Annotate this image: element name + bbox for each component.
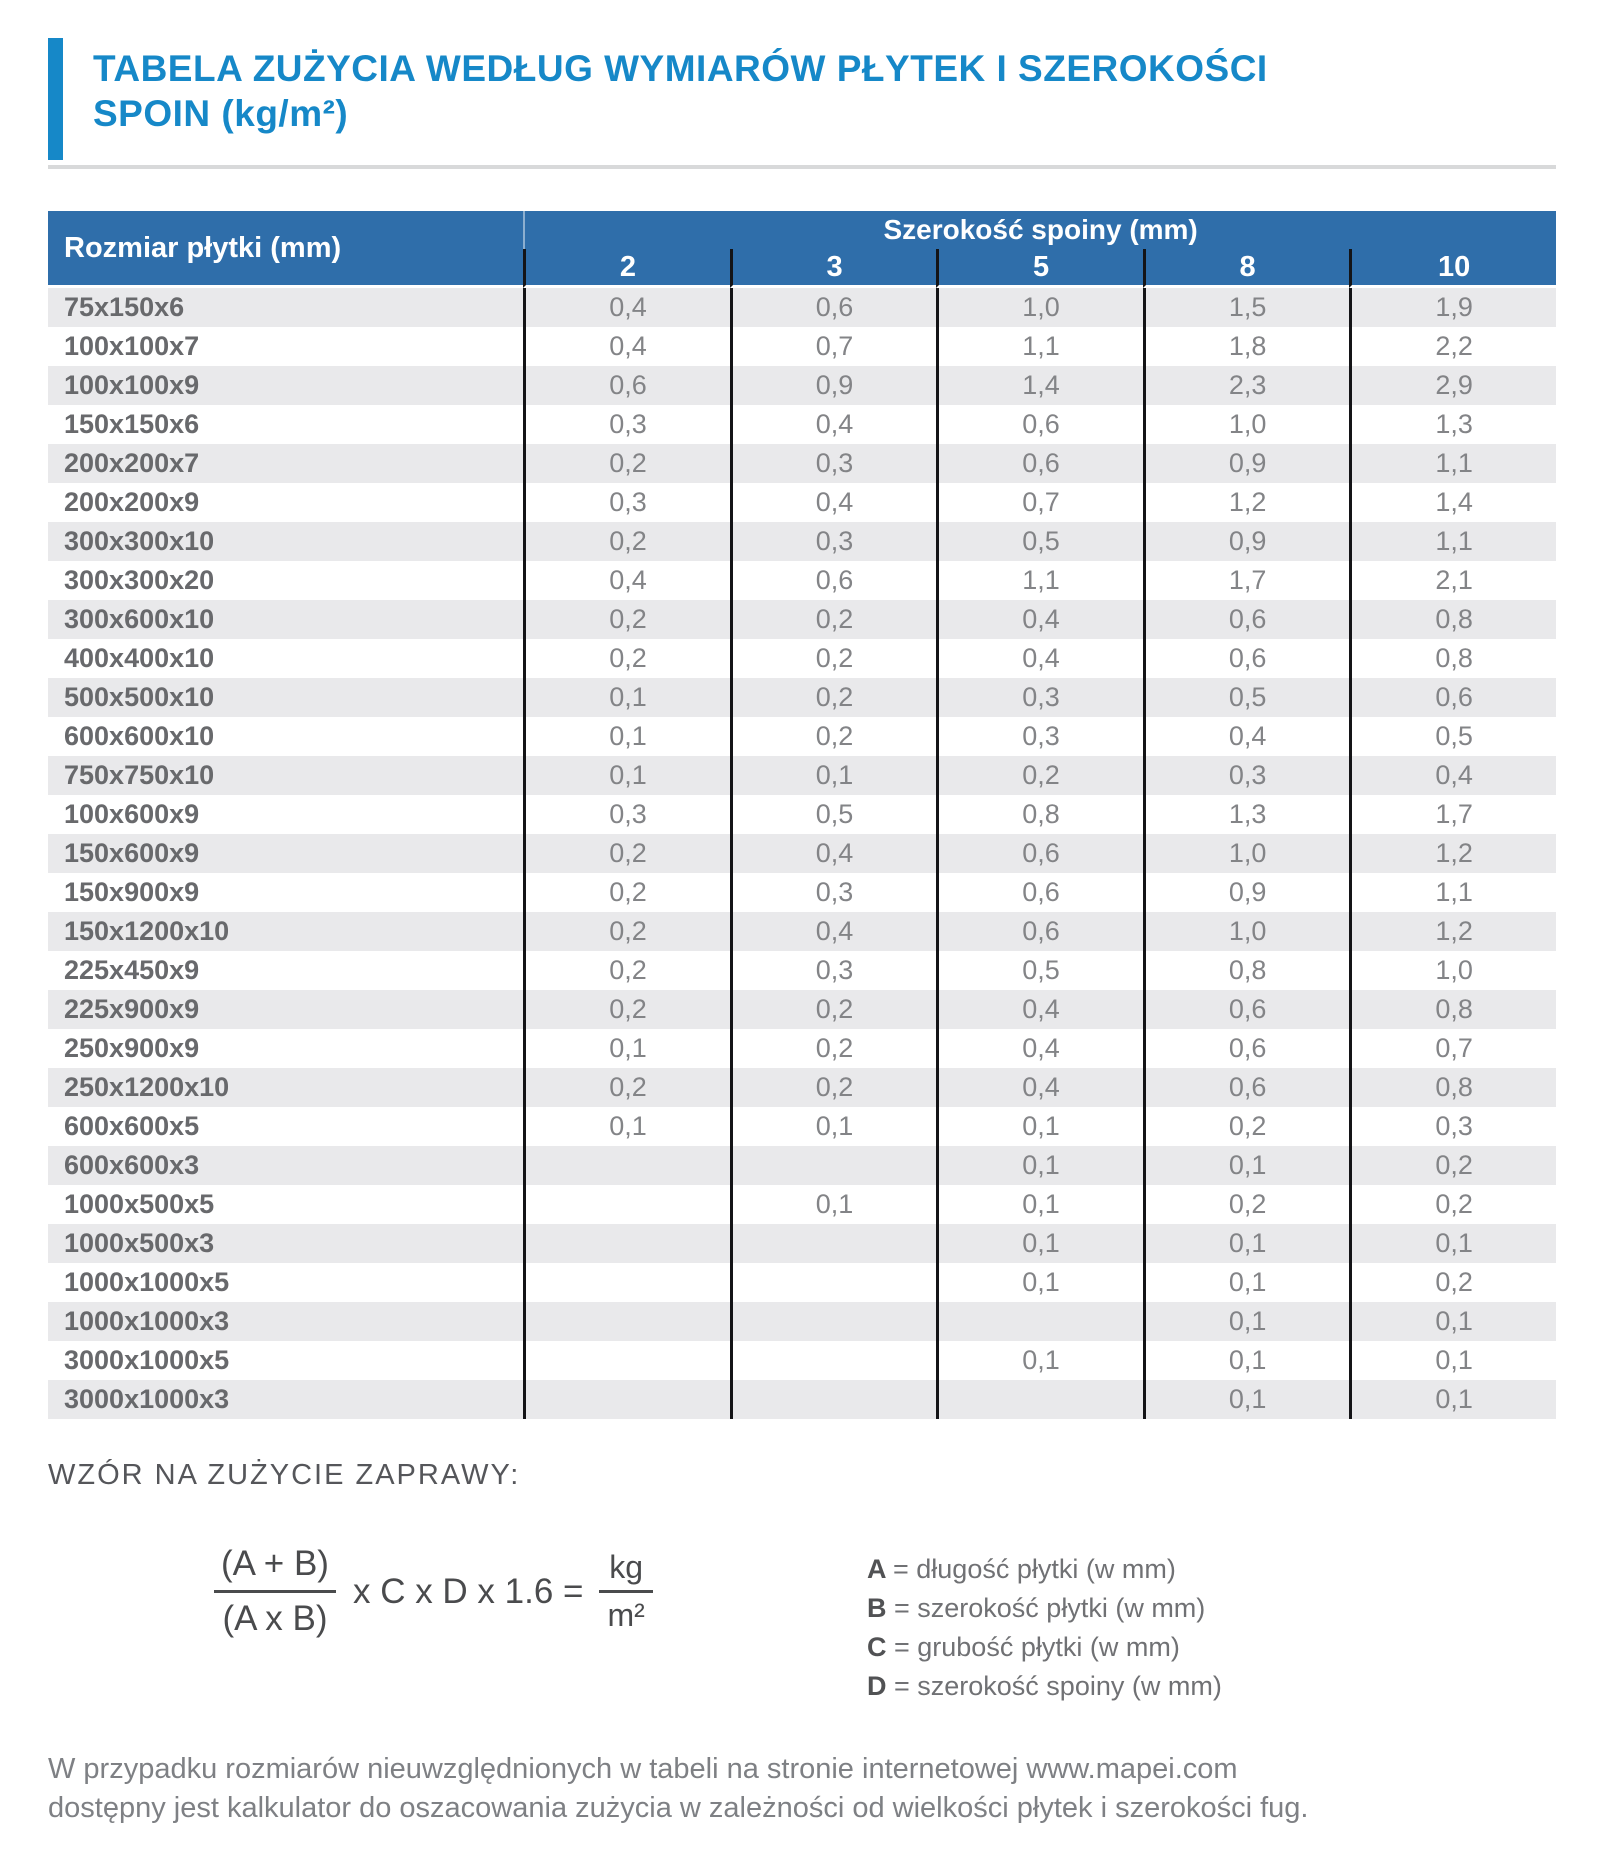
consumption-value-cell: 0,4 xyxy=(730,405,937,444)
consumption-value-cell: 0,6 xyxy=(936,444,1143,483)
consumption-value-cell: 0,2 xyxy=(523,951,730,990)
tile-size-cell: 300x300x20 xyxy=(48,561,523,600)
consumption-value-cell: 0,6 xyxy=(1349,678,1556,717)
consumption-value-cell: 2,2 xyxy=(1349,327,1556,366)
table-row xyxy=(48,1068,1556,1107)
table-row xyxy=(48,873,1556,912)
consumption-value-cell: 1,7 xyxy=(1143,561,1350,600)
consumption-value-cell: 1,4 xyxy=(936,366,1143,405)
consumption-formula xyxy=(213,1544,653,1639)
footer-line-1: W przypadku rozmiarów nieuwzględnionych w tabeli na stronie internetowej www.mapei.com xyxy=(48,1753,1238,1785)
table-row xyxy=(48,639,1556,678)
consumption-value-cell: 0,1 xyxy=(1143,1302,1350,1341)
consumption-value-cell: 0,2 xyxy=(730,1029,937,1068)
formula-legend xyxy=(867,1550,1222,1706)
consumption-value-cell xyxy=(730,1302,937,1341)
consumption-value-cell: 0,4 xyxy=(936,1029,1143,1068)
consumption-value-cell: 0,1 xyxy=(936,1185,1143,1224)
tile-size-column-header: Rozmiar płytki (mm) xyxy=(48,211,523,288)
consumption-value-cell: 0,6 xyxy=(1143,639,1350,678)
consumption-value-cell: 0,2 xyxy=(936,756,1143,795)
fraction-tile-dimensions xyxy=(213,1544,337,1639)
consumption-value-cell: 0,6 xyxy=(1143,990,1350,1029)
legend-text: = szerokość płytki (w mm) xyxy=(894,1593,1206,1623)
table-row xyxy=(48,678,1556,717)
consumption-value-cell: 0,2 xyxy=(523,444,730,483)
consumption-value-cell: 0,5 xyxy=(1349,717,1556,756)
consumption-value-cell: 0,2 xyxy=(523,522,730,561)
consumption-value-cell xyxy=(730,1341,937,1380)
consumption-value-cell: 0,6 xyxy=(936,873,1143,912)
consumption-value-cell: 0,1 xyxy=(936,1263,1143,1302)
consumption-value-cell xyxy=(730,1146,937,1185)
legend-text: = długość płytki (w mm) xyxy=(893,1554,1176,1584)
tile-size-cell: 300x600x10 xyxy=(48,600,523,639)
consumption-value-cell: 1,1 xyxy=(1349,873,1556,912)
consumption-value-cell: 0,9 xyxy=(1143,522,1350,561)
legend-item xyxy=(867,1589,1222,1628)
consumption-value-cell: 0,9 xyxy=(1143,873,1350,912)
consumption-value-cell: 0,1 xyxy=(1143,1263,1350,1302)
width-header-cell: 10 xyxy=(1349,249,1556,288)
consumption-value-cell: 0,2 xyxy=(523,873,730,912)
consumption-value-cell: 0,5 xyxy=(1143,678,1350,717)
table-row xyxy=(48,717,1556,756)
consumption-value-cell: 0,2 xyxy=(730,678,937,717)
consumption-value-cell: 1,1 xyxy=(1349,444,1556,483)
consumption-value-cell: 0,6 xyxy=(936,405,1143,444)
legend-text: = szerokość spoiny (w mm) xyxy=(894,1671,1222,1701)
consumption-value-cell: 1,0 xyxy=(1143,912,1350,951)
table-header xyxy=(48,211,1556,288)
consumption-value-cell: 0,1 xyxy=(1349,1380,1556,1419)
table-row xyxy=(48,1341,1556,1380)
consumption-value-cell: 0,6 xyxy=(730,561,937,600)
table-body xyxy=(48,288,1556,1419)
consumption-value-cell: 0,2 xyxy=(730,600,937,639)
consumption-value-cell: 0,3 xyxy=(730,951,937,990)
consumption-value-cell: 0,4 xyxy=(936,639,1143,678)
consumption-value-cell: 0,4 xyxy=(1349,756,1556,795)
consumption-value-cell: 0,1 xyxy=(730,1107,937,1146)
consumption-value-cell: 0,2 xyxy=(523,639,730,678)
tile-size-cell: 1000x1000x3 xyxy=(48,1302,523,1341)
consumption-value-cell: 0,2 xyxy=(730,1068,937,1107)
consumption-value-cell: 0,3 xyxy=(1143,756,1350,795)
consumption-value-cell: 0,6 xyxy=(936,912,1143,951)
footer-line-2: dostępny jest kalkulator do oszacowania zużycia w zależności od wielkości płytek i szerokości fug. xyxy=(48,1792,1309,1824)
tile-size-cell: 225x450x9 xyxy=(48,951,523,990)
consumption-value-cell: 1,3 xyxy=(1349,405,1556,444)
consumption-value-cell: 0,3 xyxy=(730,873,937,912)
page-title-line-2: SPOIN (kg/m²) xyxy=(93,93,349,134)
consumption-value-cell: 0,4 xyxy=(1143,717,1350,756)
tile-size-cell: 500x500x10 xyxy=(48,678,523,717)
consumption-value-cell: 1,2 xyxy=(1143,483,1350,522)
consumption-value-cell: 0,6 xyxy=(730,288,937,327)
title-accent-bar xyxy=(48,38,63,160)
consumption-value-cell: 1,0 xyxy=(1349,951,1556,990)
consumption-value-cell: 0,9 xyxy=(1143,444,1350,483)
consumption-value-cell: 0,5 xyxy=(730,795,937,834)
tile-size-cell: 250x900x9 xyxy=(48,1029,523,1068)
consumption-value-cell: 0,4 xyxy=(523,288,730,327)
tile-size-cell: 100x100x7 xyxy=(48,327,523,366)
table-row xyxy=(48,522,1556,561)
table-row xyxy=(48,951,1556,990)
tile-size-cell: 750x750x10 xyxy=(48,756,523,795)
tile-size-cell: 100x600x9 xyxy=(48,795,523,834)
consumption-value-cell: 1,1 xyxy=(936,327,1143,366)
tile-size-cell: 100x100x9 xyxy=(48,366,523,405)
legend-key: A xyxy=(867,1554,893,1584)
table-row xyxy=(48,1185,1556,1224)
section-divider xyxy=(48,165,1556,169)
consumption-value-cell: 0,7 xyxy=(936,483,1143,522)
consumption-value-cell: 0,2 xyxy=(730,717,937,756)
consumption-value-cell: 0,2 xyxy=(1349,1185,1556,1224)
tile-size-cell: 200x200x7 xyxy=(48,444,523,483)
consumption-value-cell: 0,1 xyxy=(523,1029,730,1068)
consumption-value-cell: 0,4 xyxy=(730,834,937,873)
tile-size-cell: 250x1200x10 xyxy=(48,1068,523,1107)
consumption-value-cell: 0,1 xyxy=(1143,1224,1350,1263)
table-row xyxy=(48,288,1556,327)
consumption-value-cell: 0,5 xyxy=(936,522,1143,561)
table-row xyxy=(48,327,1556,366)
consumption-value-cell: 0,1 xyxy=(730,1185,937,1224)
table-row xyxy=(48,561,1556,600)
table-row xyxy=(48,366,1556,405)
consumption-value-cell xyxy=(936,1380,1143,1419)
consumption-value-cell: 0,2 xyxy=(523,600,730,639)
consumption-value-cell: 0,2 xyxy=(730,639,937,678)
consumption-value-cell: 2,9 xyxy=(1349,366,1556,405)
consumption-value-cell: 0,2 xyxy=(1349,1146,1556,1185)
consumption-value-cell: 0,9 xyxy=(730,366,937,405)
consumption-value-cell: 0,8 xyxy=(1349,990,1556,1029)
consumption-value-cell: 0,4 xyxy=(730,912,937,951)
table-row xyxy=(48,1263,1556,1302)
page-title xyxy=(63,38,1268,160)
legend-item xyxy=(867,1550,1222,1589)
consumption-value-cell: 0,4 xyxy=(730,483,937,522)
consumption-value-cell: 0,1 xyxy=(523,717,730,756)
legend-item xyxy=(867,1628,1222,1667)
grout-width-group-header: Szerokość spoiny (mm) xyxy=(523,211,1556,249)
consumption-value-cell: 0,1 xyxy=(730,756,937,795)
legend-text: = grubość płytki (w mm) xyxy=(894,1632,1180,1662)
consumption-value-cell: 1,2 xyxy=(1349,912,1556,951)
width-header-cell: 5 xyxy=(936,249,1143,288)
consumption-value-cell xyxy=(936,1302,1143,1341)
table-row xyxy=(48,1224,1556,1263)
consumption-value-cell: 0,1 xyxy=(1143,1341,1350,1380)
consumption-value-cell: 0,7 xyxy=(730,327,937,366)
formula-middle: x C x D x 1.6 = xyxy=(352,1571,584,1611)
consumption-value-cell: 0,3 xyxy=(730,444,937,483)
consumption-value-cell: 0,8 xyxy=(936,795,1143,834)
tile-size-cell: 600x600x10 xyxy=(48,717,523,756)
formula-result-denominator: m² xyxy=(599,1590,652,1634)
table-row xyxy=(48,444,1556,483)
footer-note xyxy=(48,1750,1556,1828)
consumption-value-cell xyxy=(523,1224,730,1263)
consumption-value-cell: 0,6 xyxy=(523,366,730,405)
consumption-value-cell: 1,9 xyxy=(1349,288,1556,327)
consumption-value-cell xyxy=(730,1224,937,1263)
consumption-value-cell: 0,1 xyxy=(936,1107,1143,1146)
consumption-value-cell: 1,8 xyxy=(1143,327,1350,366)
table-row xyxy=(48,990,1556,1029)
consumption-value-cell xyxy=(523,1302,730,1341)
consumption-value-cell: 1,1 xyxy=(1349,522,1556,561)
consumption-value-cell: 0,5 xyxy=(936,951,1143,990)
consumption-value-cell: 0,1 xyxy=(1143,1380,1350,1419)
header-row-1 xyxy=(48,211,1556,249)
consumption-value-cell: 0,6 xyxy=(1143,1029,1350,1068)
legend-key: B xyxy=(867,1593,894,1623)
consumption-value-cell: 1,2 xyxy=(1349,834,1556,873)
tile-size-cell: 150x1200x10 xyxy=(48,912,523,951)
width-header-cell: 3 xyxy=(730,249,937,288)
consumption-value-cell: 0,1 xyxy=(523,678,730,717)
consumption-value-cell xyxy=(523,1380,730,1419)
consumption-value-cell: 0,4 xyxy=(523,561,730,600)
formula-heading: WZÓR NA ZUŻYCIE ZAPRAWY: xyxy=(48,1459,521,1491)
consumption-value-cell: 0,3 xyxy=(523,795,730,834)
table-row xyxy=(48,1029,1556,1068)
consumption-value-cell: 0,1 xyxy=(936,1341,1143,1380)
tile-size-cell: 3000x1000x3 xyxy=(48,1380,523,1419)
consumption-value-cell xyxy=(523,1341,730,1380)
consumption-value-cell: 0,2 xyxy=(1349,1263,1556,1302)
table-row xyxy=(48,600,1556,639)
consumption-value-cell: 0,3 xyxy=(936,678,1143,717)
tile-size-cell: 1000x1000x5 xyxy=(48,1263,523,1302)
tile-size-cell: 400x400x10 xyxy=(48,639,523,678)
consumption-table xyxy=(48,211,1556,1419)
consumption-value-cell: 0,1 xyxy=(1143,1146,1350,1185)
tile-size-cell: 1000x500x3 xyxy=(48,1224,523,1263)
consumption-value-cell: 0,8 xyxy=(1349,600,1556,639)
consumption-value-cell: 0,2 xyxy=(523,990,730,1029)
consumption-value-cell: 0,6 xyxy=(936,834,1143,873)
tile-size-cell: 150x150x6 xyxy=(48,405,523,444)
consumption-value-cell: 0,3 xyxy=(523,405,730,444)
consumption-value-cell: 0,2 xyxy=(1143,1185,1350,1224)
consumption-value-cell xyxy=(523,1146,730,1185)
consumption-value-cell: 0,8 xyxy=(1143,951,1350,990)
consumption-value-cell: 2,1 xyxy=(1349,561,1556,600)
consumption-value-cell: 0,2 xyxy=(1143,1107,1350,1146)
consumption-value-cell xyxy=(730,1380,937,1419)
tile-size-cell: 600x600x5 xyxy=(48,1107,523,1146)
table-row xyxy=(48,483,1556,522)
consumption-value-cell: 1,1 xyxy=(936,561,1143,600)
tile-size-cell: 600x600x3 xyxy=(48,1146,523,1185)
formula-numerator: (A + B) xyxy=(221,1544,329,1583)
consumption-value-cell: 0,1 xyxy=(523,756,730,795)
consumption-value-cell: 0,1 xyxy=(1349,1302,1556,1341)
legend-item xyxy=(867,1667,1222,1706)
legend-key: D xyxy=(867,1671,894,1701)
table-row xyxy=(48,1146,1556,1185)
table-row xyxy=(48,1107,1556,1146)
consumption-value-cell: 0,8 xyxy=(1349,1068,1556,1107)
table-row xyxy=(48,1380,1556,1419)
fraction-kg-per-m2 xyxy=(599,1549,652,1634)
table-row xyxy=(48,405,1556,444)
consumption-value-cell: 0,3 xyxy=(936,717,1143,756)
consumption-value-cell: 1,0 xyxy=(1143,405,1350,444)
consumption-value-cell: 1,0 xyxy=(1143,834,1350,873)
tile-size-cell: 1000x500x5 xyxy=(48,1185,523,1224)
page-title-line-1: TABELA ZUŻYCIA WEDŁUG WYMIARÓW PŁYTEK I SZEROKOŚCI xyxy=(93,48,1268,89)
consumption-value-cell: 0,2 xyxy=(523,912,730,951)
consumption-value-cell: 0,2 xyxy=(523,834,730,873)
consumption-value-cell: 1,4 xyxy=(1349,483,1556,522)
table-row xyxy=(48,834,1556,873)
table-row xyxy=(48,795,1556,834)
consumption-value-cell: 0,3 xyxy=(523,483,730,522)
consumption-value-cell: 0,1 xyxy=(1349,1224,1556,1263)
width-header-cell: 2 xyxy=(523,249,730,288)
consumption-value-cell: 0,4 xyxy=(936,600,1143,639)
consumption-value-cell: 0,7 xyxy=(1349,1029,1556,1068)
consumption-value-cell: 0,3 xyxy=(730,522,937,561)
table-row xyxy=(48,756,1556,795)
tile-size-cell: 225x900x9 xyxy=(48,990,523,1029)
legend-key: C xyxy=(867,1632,894,1662)
formula-section xyxy=(48,1492,1556,1704)
tile-size-cell: 300x300x10 xyxy=(48,522,523,561)
table-row xyxy=(48,912,1556,951)
consumption-value-cell xyxy=(730,1263,937,1302)
table-row xyxy=(48,1302,1556,1341)
consumption-value-cell: 0,2 xyxy=(523,1068,730,1107)
formula-denominator: (A x B) xyxy=(214,1590,335,1639)
consumption-value-cell: 1,3 xyxy=(1143,795,1350,834)
width-header-cell: 8 xyxy=(1143,249,1350,288)
tile-size-cell: 75x150x6 xyxy=(48,288,523,327)
consumption-value-cell xyxy=(523,1263,730,1302)
consumption-value-cell: 1,5 xyxy=(1143,288,1350,327)
consumption-value-cell: 0,1 xyxy=(936,1146,1143,1185)
consumption-value-cell: 2,3 xyxy=(1143,366,1350,405)
consumption-value-cell: 0,4 xyxy=(523,327,730,366)
title-block xyxy=(48,38,1556,160)
consumption-value-cell: 0,8 xyxy=(1349,639,1556,678)
consumption-value-cell: 0,1 xyxy=(936,1224,1143,1263)
consumption-value-cell: 0,1 xyxy=(1349,1341,1556,1380)
tile-size-cell: 150x600x9 xyxy=(48,834,523,873)
consumption-value-cell: 0,4 xyxy=(936,1068,1143,1107)
consumption-value-cell xyxy=(523,1185,730,1224)
tile-size-cell: 3000x1000x5 xyxy=(48,1341,523,1380)
formula-result-numerator: kg xyxy=(609,1549,644,1585)
consumption-value-cell: 1,7 xyxy=(1349,795,1556,834)
consumption-value-cell: 0,6 xyxy=(1143,600,1350,639)
consumption-value-cell: 1,0 xyxy=(936,288,1143,327)
consumption-value-cell: 0,4 xyxy=(936,990,1143,1029)
consumption-value-cell: 0,3 xyxy=(1349,1107,1556,1146)
tile-size-cell: 200x200x9 xyxy=(48,483,523,522)
consumption-value-cell: 0,1 xyxy=(523,1107,730,1146)
tile-size-cell: 150x900x9 xyxy=(48,873,523,912)
consumption-value-cell: 0,6 xyxy=(1143,1068,1350,1107)
consumption-value-cell: 0,2 xyxy=(730,990,937,1029)
